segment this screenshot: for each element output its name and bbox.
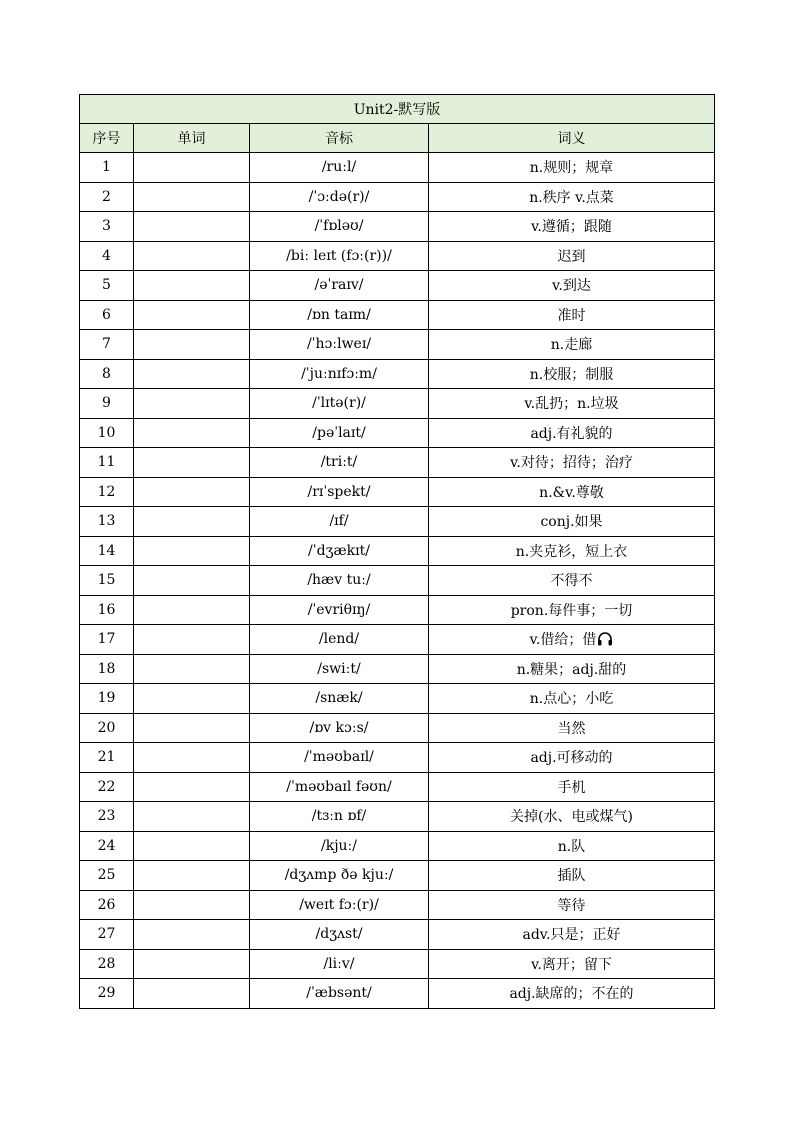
table-row xyxy=(80,271,715,301)
meaning-cell-text: conj.如果 xyxy=(540,514,603,531)
word-blank[interactable] xyxy=(134,654,250,684)
row-number xyxy=(80,566,134,596)
phonetic-cell-text: /dʒʌst/ xyxy=(315,926,363,943)
table-row xyxy=(80,566,715,596)
phonetic-cell-text: /ɪf/ xyxy=(329,513,349,530)
phonetic-cell-text: /tɜːn ɒf/ xyxy=(311,808,367,825)
header-word: 单词 xyxy=(134,124,250,153)
meaning-cell xyxy=(429,241,715,271)
row-number xyxy=(80,890,134,920)
phonetic-cell xyxy=(250,979,429,1009)
row-number xyxy=(80,418,134,448)
row-number-text: 6 xyxy=(102,306,111,323)
row-number xyxy=(80,861,134,891)
phonetic-cell xyxy=(250,448,429,478)
row-number xyxy=(80,743,134,773)
meaning-cell-text: n.队 xyxy=(557,838,586,855)
meaning-cell xyxy=(429,359,715,389)
table-row xyxy=(80,802,715,832)
row-number-text: 19 xyxy=(97,690,116,707)
row-number-text: 27 xyxy=(97,926,116,943)
row-number xyxy=(80,359,134,389)
meaning-cell-text: 插队 xyxy=(557,868,586,885)
word-blank[interactable] xyxy=(134,684,250,714)
word-blank[interactable] xyxy=(134,831,250,861)
phonetic-cell-text: /ˈɔːdə(r)/ xyxy=(308,188,370,205)
word-blank[interactable] xyxy=(134,418,250,448)
phonetic-cell-text: /ˈfɒləʊ/ xyxy=(314,218,364,235)
meaning-cell-text: n.校服；制服 xyxy=(529,366,614,383)
row-number-text: 10 xyxy=(97,424,116,441)
phonetic-cell-text: /əˈraɪv/ xyxy=(314,277,364,294)
meaning-cell-text: adj.有礼貌的 xyxy=(530,425,613,442)
phonetic-cell-text: /swiːt/ xyxy=(317,660,361,677)
meaning-cell xyxy=(429,772,715,802)
table-row xyxy=(80,359,715,389)
phonetic-cell xyxy=(250,389,429,419)
row-number xyxy=(80,625,134,655)
meaning-cell-text: adj.可移动的 xyxy=(530,750,613,767)
word-blank[interactable] xyxy=(134,359,250,389)
meaning-cell-text: v.对待；招待；治疗 xyxy=(510,455,633,472)
table-row xyxy=(80,625,715,655)
meaning-cell xyxy=(429,743,715,773)
word-blank[interactable] xyxy=(134,389,250,419)
word-blank[interactable] xyxy=(134,802,250,832)
meaning-cell xyxy=(429,300,715,330)
row-number-text: 16 xyxy=(97,601,116,618)
headphone-icon xyxy=(597,632,613,646)
table-row xyxy=(80,684,715,714)
table-row xyxy=(80,949,715,979)
phonetic-cell-text: /ˈevriθɪŋ/ xyxy=(307,601,371,618)
row-number-text: 2 xyxy=(102,188,111,205)
meaning-cell xyxy=(429,182,715,212)
phonetic-cell xyxy=(250,949,429,979)
meaning-cell xyxy=(429,890,715,920)
meaning-cell xyxy=(429,153,715,183)
word-blank[interactable] xyxy=(134,182,250,212)
table-row xyxy=(80,477,715,507)
phonetic-cell-text: /ˈhɔːlweɪ/ xyxy=(306,336,372,353)
word-blank[interactable] xyxy=(134,890,250,920)
table-row xyxy=(80,979,715,1009)
row-number-text: 24 xyxy=(97,837,116,854)
meaning-cell-text: v.乱扔；n.垃圾 xyxy=(524,396,619,413)
word-blank[interactable] xyxy=(134,979,250,1009)
row-number-text: 7 xyxy=(102,336,111,353)
meaning-cell-text: n.夹克衫，短上衣 xyxy=(515,543,628,560)
table-title: Unit2-默写版 xyxy=(80,95,715,124)
meaning-cell xyxy=(429,802,715,832)
row-number-text: 11 xyxy=(97,454,116,471)
row-number xyxy=(80,920,134,950)
row-number-text: 26 xyxy=(97,896,116,913)
phonetic-cell xyxy=(250,861,429,891)
phonetic-cell xyxy=(250,802,429,832)
word-blank[interactable] xyxy=(134,625,250,655)
phonetic-cell xyxy=(250,477,429,507)
header-row xyxy=(80,124,715,153)
table-row xyxy=(80,182,715,212)
meaning-cell-text: pron.每件事；一切 xyxy=(510,602,633,619)
phonetic-cell xyxy=(250,241,429,271)
table-row xyxy=(80,300,715,330)
phonetic-cell-text: /kjuː/ xyxy=(321,837,357,854)
header-phonetic: 音标 xyxy=(250,124,429,153)
phonetic-cell-text: /ˈæbsənt/ xyxy=(306,985,372,1002)
word-blank[interactable] xyxy=(134,743,250,773)
phonetic-cell xyxy=(250,654,429,684)
meaning-cell xyxy=(429,448,715,478)
row-number xyxy=(80,212,134,242)
meaning-cell xyxy=(429,684,715,714)
row-number-text: 1 xyxy=(102,159,111,176)
table-row xyxy=(80,389,715,419)
meaning-cell-text: 手机 xyxy=(557,779,586,796)
table-row xyxy=(80,448,715,478)
phonetic-cell-text: /weɪt fɔː(r)/ xyxy=(299,896,379,913)
meaning-cell-text: adj.缺席的；不在的 xyxy=(509,986,634,1003)
phonetic-cell xyxy=(250,743,429,773)
meaning-cell xyxy=(429,949,715,979)
row-number-text: 8 xyxy=(102,365,111,382)
word-blank[interactable] xyxy=(134,330,250,360)
row-number xyxy=(80,241,134,271)
title-row xyxy=(80,95,715,124)
meaning-cell-text: 不得不 xyxy=(550,573,593,590)
row-number xyxy=(80,300,134,330)
table-row xyxy=(80,536,715,566)
table-row xyxy=(80,507,715,537)
row-number xyxy=(80,448,134,478)
word-blank[interactable] xyxy=(134,448,250,478)
row-number xyxy=(80,182,134,212)
meaning-cell-text: 当然 xyxy=(557,720,586,737)
phonetic-cell xyxy=(250,566,429,596)
phonetic-cell-text: /ˈməʊbaɪl fəʊn/ xyxy=(286,778,392,795)
word-blank[interactable] xyxy=(134,271,250,301)
meaning-cell-text: v.遵循；跟随 xyxy=(531,219,612,236)
phonetic-cell-text: /dʒʌmp ðə kjuː/ xyxy=(284,867,394,884)
meaning-cell xyxy=(429,536,715,566)
row-number xyxy=(80,654,134,684)
meaning-cell xyxy=(429,861,715,891)
row-number xyxy=(80,713,134,743)
table-body xyxy=(80,153,715,1009)
meaning-cell xyxy=(429,920,715,950)
word-blank[interactable] xyxy=(134,772,250,802)
vocabulary-table xyxy=(79,94,715,1009)
table-row xyxy=(80,595,715,625)
table-row xyxy=(80,654,715,684)
phonetic-cell xyxy=(250,831,429,861)
row-number xyxy=(80,536,134,566)
meaning-cell xyxy=(429,212,715,242)
phonetic-cell-text: /lend/ xyxy=(318,631,360,648)
row-number xyxy=(80,389,134,419)
meaning-cell-text: 等待 xyxy=(557,897,586,914)
phonetic-cell xyxy=(250,212,429,242)
row-number xyxy=(80,802,134,832)
row-number xyxy=(80,772,134,802)
word-blank[interactable] xyxy=(134,713,250,743)
meaning-cell-text: v.到达 xyxy=(552,278,591,295)
row-number xyxy=(80,477,134,507)
row-number-text: 22 xyxy=(97,778,116,795)
meaning-cell-text: 关掉(水、电或煤气) xyxy=(510,809,633,826)
meaning-cell-text: n.&v.尊敬 xyxy=(539,484,604,501)
row-number xyxy=(80,949,134,979)
phonetic-cell xyxy=(250,271,429,301)
word-blank[interactable] xyxy=(134,212,250,242)
phonetic-cell-text: /biː leɪt (fɔː(r))/ xyxy=(286,247,392,264)
row-number-text: 14 xyxy=(97,542,116,559)
word-blank[interactable] xyxy=(134,536,250,566)
phonetic-cell-text: /ˈlɪtə(r)/ xyxy=(312,395,366,412)
phonetic-cell-text: /snæk/ xyxy=(315,690,363,707)
table-row xyxy=(80,861,715,891)
row-number xyxy=(80,507,134,537)
table-row xyxy=(80,713,715,743)
row-number-text: 13 xyxy=(97,513,116,530)
header-number: 序号 xyxy=(80,124,134,153)
phonetic-cell-text: /rɪˈspekt/ xyxy=(307,483,371,500)
row-number-text: 20 xyxy=(97,719,116,736)
row-number-text: 25 xyxy=(97,867,116,884)
word-blank[interactable] xyxy=(134,477,250,507)
row-number xyxy=(80,153,134,183)
meaning-cell-text: n.点心；小吃 xyxy=(529,691,614,708)
meaning-cell xyxy=(429,507,715,537)
phonetic-cell xyxy=(250,772,429,802)
phonetic-cell xyxy=(250,182,429,212)
row-number xyxy=(80,684,134,714)
phonetic-cell-text: /ˈdʒækɪt/ xyxy=(308,542,370,559)
row-number xyxy=(80,271,134,301)
meaning-cell xyxy=(429,418,715,448)
row-number-text: 9 xyxy=(102,395,111,412)
row-number-text: 5 xyxy=(102,277,111,294)
row-number xyxy=(80,831,134,861)
word-blank[interactable] xyxy=(134,861,250,891)
phonetic-cell xyxy=(250,684,429,714)
meaning-cell-text: adv.只是；正好 xyxy=(522,927,621,944)
row-number-text: 28 xyxy=(97,955,116,972)
row-number xyxy=(80,330,134,360)
phonetic-cell xyxy=(250,330,429,360)
row-number xyxy=(80,595,134,625)
phonetic-cell xyxy=(250,920,429,950)
word-blank[interactable] xyxy=(134,949,250,979)
phonetic-cell-text: /ˈməʊbaɪl/ xyxy=(304,749,374,766)
table-row xyxy=(80,920,715,950)
phonetic-cell-text: /ˈjuːnɪfɔːm/ xyxy=(301,365,377,382)
table-row xyxy=(80,212,715,242)
phonetic-cell-text: /ɒn taɪm/ xyxy=(307,306,371,323)
meaning-cell-text: v.借给；借 xyxy=(529,632,597,649)
phonetic-cell-text: /ɒv kɔːs/ xyxy=(309,719,369,736)
word-blank[interactable] xyxy=(134,595,250,625)
meaning-cell xyxy=(429,713,715,743)
meaning-cell-text: n.糖果；adj.甜的 xyxy=(516,661,627,678)
word-blank[interactable] xyxy=(134,920,250,950)
table-row xyxy=(80,418,715,448)
word-blank[interactable] xyxy=(134,566,250,596)
meaning-cell-text: n.秩序 v.点菜 xyxy=(529,189,614,206)
row-number-text: 21 xyxy=(97,749,116,766)
row-number-text: 17 xyxy=(97,631,116,648)
table-row xyxy=(80,743,715,773)
header-meaning: 词义 xyxy=(429,124,715,153)
phonetic-cell-text: /triːt/ xyxy=(320,454,358,471)
word-blank[interactable] xyxy=(134,507,250,537)
row-number-text: 12 xyxy=(97,483,116,500)
meaning-cell-text: 迟到 xyxy=(557,248,586,265)
row-number-text: 15 xyxy=(97,572,116,589)
table-row xyxy=(80,241,715,271)
meaning-cell xyxy=(429,625,715,655)
meaning-cell xyxy=(429,831,715,861)
table-row xyxy=(80,890,715,920)
word-blank[interactable] xyxy=(134,241,250,271)
phonetic-cell xyxy=(250,418,429,448)
meaning-cell xyxy=(429,566,715,596)
phonetic-cell xyxy=(250,300,429,330)
table-row xyxy=(80,153,715,183)
phonetic-cell xyxy=(250,713,429,743)
phonetic-cell-text: /pəˈlaɪt/ xyxy=(312,424,366,441)
meaning-cell-text: v.离开；留下 xyxy=(531,956,612,973)
phonetic-cell xyxy=(250,890,429,920)
row-number-text: 29 xyxy=(97,985,116,1002)
table-row xyxy=(80,772,715,802)
word-blank[interactable] xyxy=(134,300,250,330)
row-number-text: 23 xyxy=(97,808,116,825)
row-number-text: 3 xyxy=(102,218,111,235)
phonetic-cell xyxy=(250,153,429,183)
phonetic-cell-text: /hæv tuː/ xyxy=(307,572,371,589)
row-number-text: 4 xyxy=(102,247,111,264)
meaning-cell xyxy=(429,654,715,684)
meaning-cell xyxy=(429,979,715,1009)
phonetic-cell xyxy=(250,625,429,655)
table-row xyxy=(80,330,715,360)
phonetic-cell-text: /liːv/ xyxy=(323,955,355,972)
phonetic-cell xyxy=(250,359,429,389)
row-number xyxy=(80,979,134,1009)
phonetic-cell-text: /ruːl/ xyxy=(321,159,357,176)
meaning-cell xyxy=(429,595,715,625)
meaning-cell-text: 准时 xyxy=(557,307,586,324)
phonetic-cell xyxy=(250,536,429,566)
meaning-cell xyxy=(429,271,715,301)
meaning-cell xyxy=(429,389,715,419)
meaning-cell-text: n.走廊 xyxy=(550,337,593,354)
meaning-cell xyxy=(429,330,715,360)
phonetic-cell xyxy=(250,595,429,625)
phonetic-cell xyxy=(250,507,429,537)
meaning-cell xyxy=(429,477,715,507)
row-number-text: 18 xyxy=(97,660,116,677)
word-blank[interactable] xyxy=(134,153,250,183)
table-row xyxy=(80,831,715,861)
meaning-cell-text: n.规则；规章 xyxy=(529,160,614,177)
